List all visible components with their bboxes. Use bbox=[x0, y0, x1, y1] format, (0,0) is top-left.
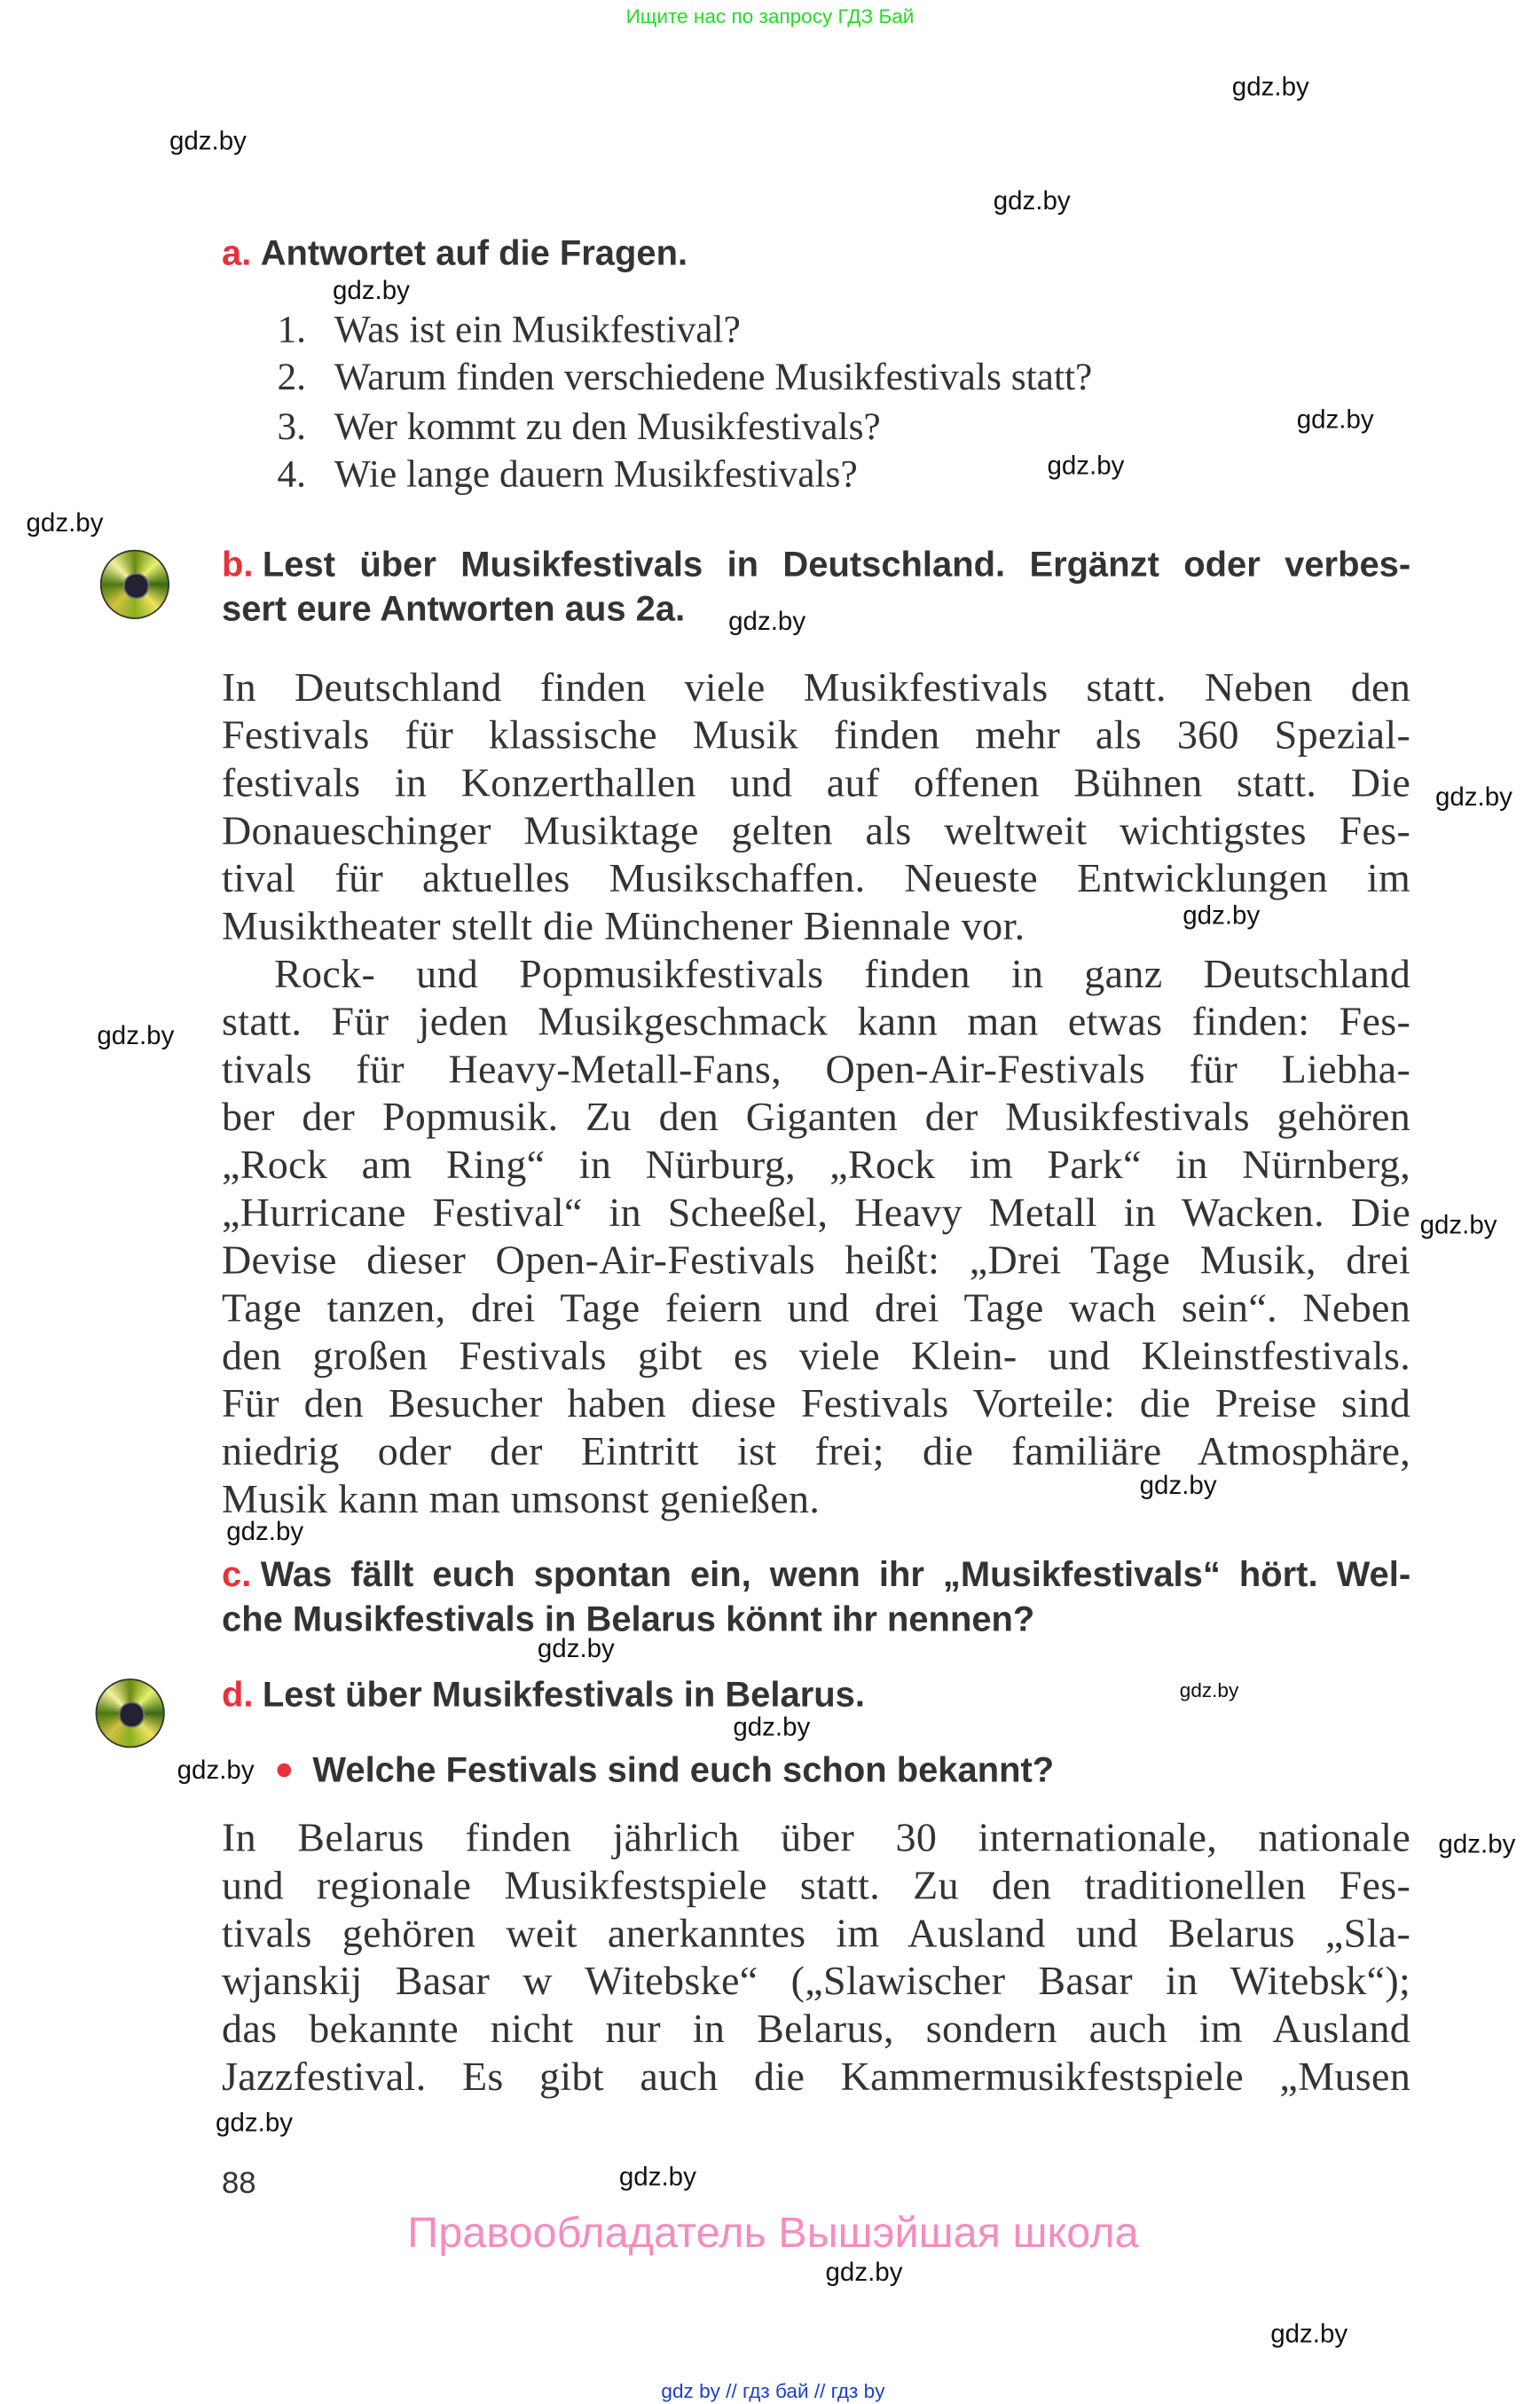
footer-links[interactable]: gdz by // гдз бай // гдз by bbox=[661, 2379, 885, 2403]
page-number: 88 bbox=[221, 2166, 256, 2201]
task-c-heading-line1 bbox=[222, 1552, 1410, 1597]
watermark: gdz.by bbox=[1419, 1210, 1497, 1240]
watermark: gdz.by bbox=[618, 2162, 696, 2192]
task-title: Lest über Musikfestivals in Deutschland. Ergänzt oder verbes- bbox=[262, 543, 1411, 584]
text-line: Musik kann man umsonst genießen. bbox=[221, 1474, 821, 1521]
watermark: gdz.by bbox=[1434, 782, 1512, 812]
task-b-heading-line1 bbox=[222, 542, 1410, 586]
task-title: Was fällt euch spontan ein, wenn ihr „Musikfestivals“ hört. Wel- bbox=[260, 1553, 1411, 1594]
watermark: gdz.by bbox=[993, 186, 1071, 216]
text-line: Devise dieser Open-Air-Festivals heißt: „Drei Tage Musik, drei bbox=[221, 1236, 1411, 1283]
watermark: gdz.by bbox=[216, 2108, 294, 2138]
watermark: gdz.by bbox=[97, 1020, 175, 1050]
text-line: Für den Besucher haben diese Festivals Vorteile: die Preise sind bbox=[221, 1379, 1411, 1426]
text-line: In Belarus finden jährlich über 30 internationale, nationale bbox=[221, 1814, 1411, 1861]
text-line: den großen Festivals gibt es viele Klein- und Kleinstfestivals. bbox=[221, 1331, 1411, 1378]
watermark: gdz.by bbox=[177, 1756, 255, 1786]
question-number: 4. bbox=[277, 454, 307, 496]
task-letter: b. bbox=[221, 543, 254, 584]
watermark: gdz.by bbox=[733, 1712, 811, 1742]
watermark: gdz.by bbox=[169, 126, 247, 156]
watermark: gdz.by bbox=[1179, 1678, 1239, 1702]
text-line: niedrig oder der Eintritt ist frei; die familiäre Atmosphäre, bbox=[221, 1426, 1411, 1473]
cd-icon[interactable] bbox=[96, 1678, 165, 1748]
question-number: 1. bbox=[277, 309, 307, 351]
watermark: gdz.by bbox=[1296, 405, 1374, 435]
search-hint: Ищите нас по запросу ГДЗ Бай bbox=[625, 4, 915, 28]
task-c-heading-line2: che Musikfestivals in Belarus könnt ihr nennen? bbox=[221, 1598, 1035, 1639]
text-line: das bekannte nicht nur in Belarus, sondern auch im Ausland bbox=[221, 2005, 1411, 2052]
task-b-heading-line2: sert eure Antworten aus 2a. bbox=[221, 588, 686, 629]
text-line: tival für aktuelles Musikschaffen. Neueste Entwicklungen im bbox=[221, 854, 1411, 901]
question-text: Was ist ein Musikfestival? bbox=[334, 309, 741, 351]
text-line: festivals in Konzerthallen und auf offenen Bühnen statt. Die bbox=[221, 758, 1411, 805]
text-line: Rock- und Popmusikfestivals finden in ganz Deutschland bbox=[274, 949, 1411, 996]
text-line: tivals gehören weit anerkanntes im Ausland und Belarus „Sla- bbox=[221, 1909, 1411, 1956]
watermark: gdz.by bbox=[1047, 451, 1125, 481]
question-item bbox=[277, 404, 880, 452]
text-line: statt. Für jeden Musikgeschmack kann man etwas finden: Fes- bbox=[221, 997, 1411, 1044]
text-line: Festivals für klassische Musik finden mehr als 360 Spezial- bbox=[221, 711, 1411, 758]
watermark: gdz.by bbox=[1182, 900, 1261, 931]
watermark: gdz.by bbox=[1139, 1470, 1217, 1500]
task-title: Antwortet auf die Fragen. bbox=[260, 232, 688, 273]
watermark: gdz.by bbox=[1270, 2319, 1348, 2349]
text-line: „Hurricane Festival“ in Scheeßel, Heavy Metall in Wacken. Die bbox=[221, 1188, 1411, 1235]
text-line: tivals für Heavy-Metall-Fans, Open-Air-Festivals für Liebha- bbox=[221, 1044, 1411, 1091]
text-line: Jazzfestival. Es gibt auch die Kammermusikfestspiele „Musen bbox=[221, 2053, 1411, 2100]
bullet-icon bbox=[277, 1764, 291, 1778]
copyright-notice: Правообладатель Вышэйшая школа bbox=[407, 2208, 1139, 2257]
question-text: Wer kommt zu den Musikfestivals? bbox=[334, 406, 881, 449]
cd-icon[interactable] bbox=[100, 550, 169, 619]
watermark: gdz.by bbox=[728, 606, 806, 636]
question-item bbox=[277, 354, 1092, 402]
text-line: „Rock am Ring“ in Nürburg, „Rock im Park“ in Nürnberg, bbox=[221, 1140, 1411, 1187]
watermark: gdz.by bbox=[1231, 72, 1309, 102]
text-line: und regionale Musikfestspiele statt. Zu den traditionellen Fes- bbox=[221, 1861, 1411, 1908]
text-line: Musiktheater stellt die Münchener Biennale vor. bbox=[221, 902, 1025, 949]
task-letter: a. bbox=[221, 232, 252, 273]
watermark: gdz.by bbox=[1438, 1829, 1516, 1859]
text-line: In Deutschland finden viele Musikfestivals statt. Neben den bbox=[221, 664, 1411, 711]
watermark: gdz.by bbox=[332, 275, 410, 305]
question-item bbox=[277, 306, 740, 354]
task-letter: c. bbox=[221, 1553, 252, 1594]
task-letter: d. bbox=[221, 1674, 254, 1715]
task-a-heading bbox=[222, 231, 688, 275]
text-line: Tage tanzen, drei Tage feiern und drei Tage wach sein“. Neben bbox=[221, 1283, 1411, 1331]
question-item bbox=[277, 452, 857, 499]
task-title: Lest über Musikfestivals in Belarus. bbox=[262, 1674, 865, 1715]
question-text: Wie lange dauern Musikfestivals? bbox=[334, 454, 858, 496]
question-number: 2. bbox=[277, 357, 307, 399]
text-line: ber der Popmusik. Zu den Giganten der Musikfestivals gehören bbox=[221, 1092, 1411, 1139]
watermark: gdz.by bbox=[537, 1633, 615, 1663]
watermark: gdz.by bbox=[825, 2257, 903, 2287]
task-d-heading bbox=[222, 1672, 865, 1717]
question-text: Warum finden verschiedene Musikfestivals statt? bbox=[334, 357, 1093, 399]
watermark: gdz.by bbox=[226, 1516, 304, 1546]
task-d-bullet: Welche Festivals sind euch schon bekannt? bbox=[312, 1749, 1055, 1790]
question-number: 3. bbox=[277, 406, 307, 449]
text-line: Donaueschinger Musiktage gelten als weltweit wichtigstes Fes- bbox=[221, 806, 1411, 853]
watermark: gdz.by bbox=[26, 507, 104, 538]
text-line: wjanskij Basar w Witebske“ („Slawischer Basar in Witebsk“); bbox=[221, 1957, 1411, 2004]
